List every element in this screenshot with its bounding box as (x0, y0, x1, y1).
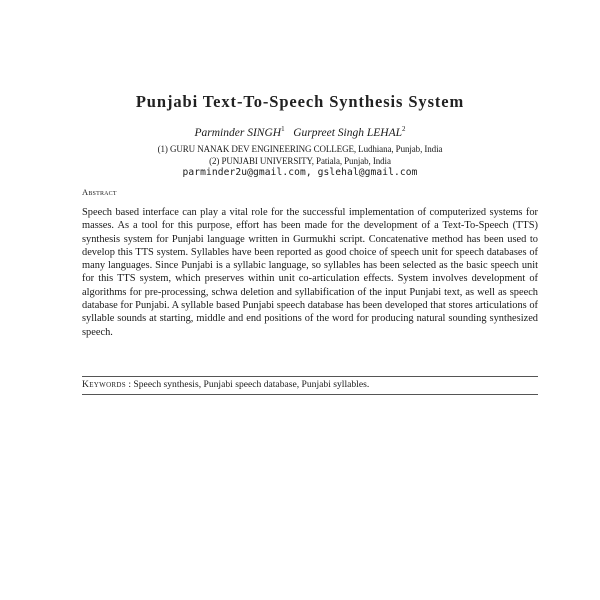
author-emails: parminder2u@gmail.com, gslehal@gmail.com (182, 167, 418, 178)
keywords-label: Keywords (82, 379, 126, 390)
paper-title: Punjabi Text-To-Speech Synthesis System (135, 92, 465, 111)
author-line (0, 127, 600, 139)
author-2: Gurpreet Singh LEHAL (293, 127, 403, 139)
keywords-bottom-rule (82, 394, 538, 395)
affiliation-2: (2) PUNJABI UNIVERSITY, Patiala, Punjab, India (209, 156, 391, 166)
abstract-body: Speech based interface can play a vital role for the successful implementation of computerized systems for masses. As a tool for this purpose, effort has been made for the development of a Text-To-Speech (TTS) synthesis system for Punjabi language written in Gurmukhi script. Concatenative method has been used to develop this TTS system. Syllables have been reported as good choice of speech unit for speech databases of many languages. Since Punjabi is a syllabic language, so syllables has been selected as the basic speech unit for this TTS system, which preserves within unit co-articulation effects. System involves development of algorithms for pre-processing, schwa deletion and syllabification of the input Punjabi text, as well as speech database for Punjabi. A syllable based Punjabi speech database has been developed that stores articulations of syllable sounds at starting, middle and end positions of the word for producing natural sounding synthesized speech. (82, 207, 538, 338)
author-1-affiliation-mark: 1 (281, 125, 285, 134)
keywords-top-rule (82, 376, 538, 377)
abstract-heading: Abstract (82, 187, 117, 197)
keywords-line (82, 379, 538, 390)
author-2-affiliation-mark: 2 (402, 125, 406, 134)
author-1: Parminder SINGH (194, 127, 282, 139)
keywords-list: : Speech synthesis, Punjabi speech database, Punjabi syllables. (128, 379, 370, 390)
affiliation-1: (1) GURU NANAK DEV ENGINEERING COLLEGE, Ludhiana, Punjab, India (157, 144, 443, 154)
